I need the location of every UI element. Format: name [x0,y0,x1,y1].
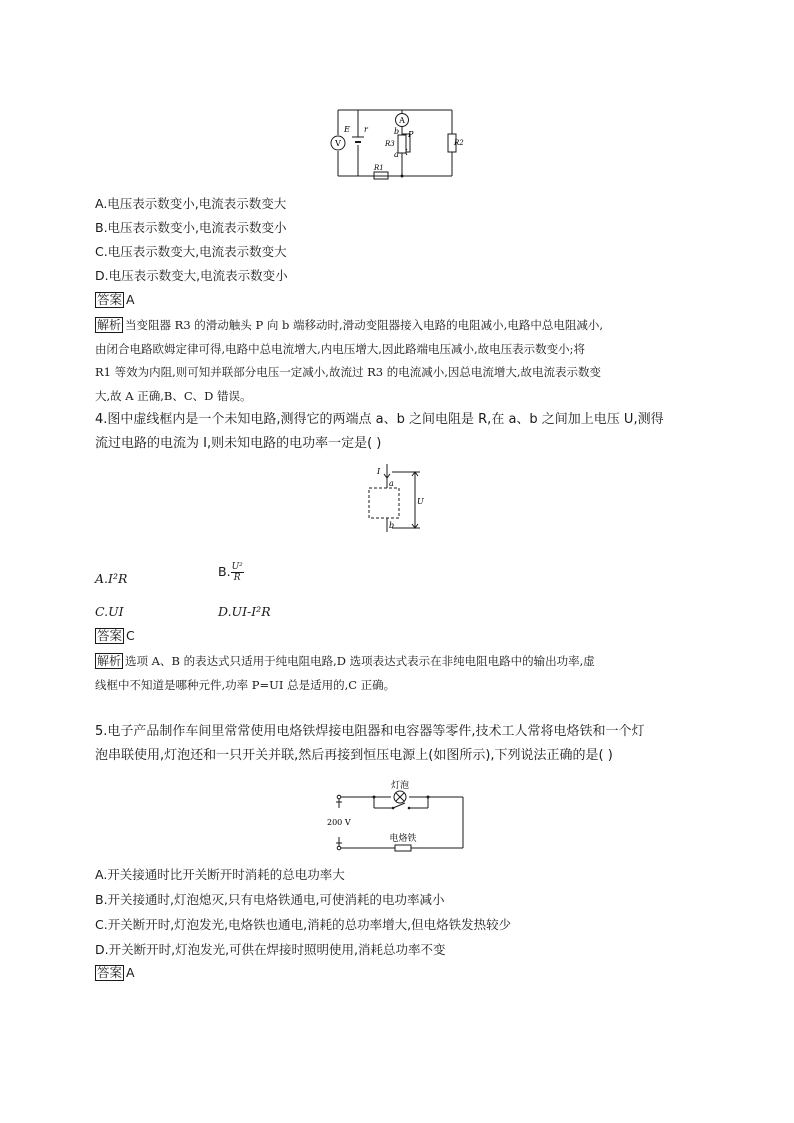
q3-option-b: B.电压表示数变小,电流表示数变小 [95,220,287,235]
soldering-iron-resistor [395,845,411,851]
lamp-label: 灯泡 [390,781,410,791]
explain-tag: 解析 [97,654,122,668]
q4-explanation [95,650,705,697]
q3-answer [95,292,135,308]
explain-line-2: 由闭合电路欧姆定律可得,电路中总电流增大,内电压增大,因此路端电压减小,故电压表示数变小;将 [95,341,585,356]
source-voltage-label: 200 V [327,818,351,827]
q4-stem-line-1: 4.图中虚线框内是一个未知电路,测得它的两端点 a、b 之间电阻是 R,在 a、b 之间加上电压 U,测得 [95,412,664,427]
q5-option-b: B.开关接通时,灯泡熄灭,只有电烙铁通电,可使消耗的电功率减小 [95,892,445,907]
emf-label: E [344,125,350,134]
ammeter-label: A [399,116,405,125]
voltmeter-label: V [335,139,341,148]
answer-value: A [126,292,135,307]
voltmeter-symbol [331,136,345,150]
q3-option-d: D.电压表示数变大,电流表示数变小 [95,268,288,283]
terminal-b-label: b [394,127,400,136]
fraction-u2-over-r: $\frac{\text{U²}}{R}$ [231,562,243,583]
slider-p-label: P [408,130,414,139]
q5-option-a: A.开关接通时比开关断开时消耗的总电功率大 [95,867,345,882]
explain-tag: 解析 [97,318,122,332]
q3-option-c: C.电压表示数变大,电流表示数变大 [95,244,287,259]
q5-option-c: C.开关断开时,灯泡发光,电烙铁也通电,消耗的总功率增大,但电烙铁发热较少 [95,917,512,932]
r2-label: R2 [454,139,464,147]
internal-resistance-label: r [364,125,368,134]
answer-value: A [126,965,135,980]
q5-stem [95,720,705,768]
answer-value: C [126,628,135,643]
q4-answer [95,628,135,644]
q4-stem [95,408,705,456]
ammeter-symbol [396,114,409,127]
current-label: I [377,467,381,476]
unknown-circuit-diagram [360,462,430,534]
point-a-label: a [389,479,394,488]
q4-stem-line-2: 流过电路的电流为 I,则未知电路的电功率一定是( ) [95,436,382,451]
q5-answer [95,965,135,981]
iron-label: 电烙铁 [389,834,417,844]
q5-stem-line-1: 5.电子产品制作车间里常常使用电烙铁焊接电阻器和电容器等零件,技术工人常将电烙铁和一个灯 [95,724,645,739]
explain-line-1: 解析 选项 A、B 的表达式只适用于纯电阻电路,D 选项表达式表示在非纯电阻电路中的输出功率,虚 [97,654,595,668]
rheostat-r3 [398,135,406,153]
point-b-label: b [389,521,395,530]
q5-stem-line-2: 泡串联使用,灯泡还和一只开关并联,然后再接到恒压电源上(如图所示),下列说法正确的是( ) [95,748,613,763]
q3-option-a: A.电压表示数变小,电流表示数变大 [95,196,287,211]
q4-option-d: D.UI-I²R [218,604,271,619]
r3-label: R3 [385,140,395,148]
q3-explanation [95,314,705,408]
q4-option-c: C.UI [95,604,124,619]
explain-line-4: 大,故 A 正确,B、C、D 错误。 [95,388,252,403]
soldering-circuit-diagram [325,778,470,854]
answer-tag: 答案 [97,628,123,643]
voltage-label: U [417,497,424,506]
q5-option-d: D.开关断开时,灯泡发光,可供在焊接时照明使用,消耗总功率不变 [95,942,446,957]
circuit-diagram-q3 [330,104,470,184]
answer-tag: 答案 [97,965,123,980]
explain-line-1: 解析 当变阻器 R3 的滑动触头 P 向 b 端移动时,滑动变阻器接入电路的电阻减小,电路中总电阻减小, [97,318,603,332]
explain-line-2: 线框中不知道是哪种元件,功率 P=UI 总是适用的,C 正确。 [95,677,396,692]
answer-tag: 答案 [97,292,123,307]
explain-line-3: R1 等效为内阻,则可知并联部分电压一定减小,故流过 R3 的电流减小,因总电流增大,故电流表示数变 [95,365,602,379]
terminal-a-label: a [394,150,399,159]
q4-option-a: A.I²R [95,571,128,586]
q4-option-b: B. $\frac{\text{U²}}{R}$ [218,562,243,583]
lamp-symbol [394,791,406,803]
r1-label: R1 [374,164,384,172]
